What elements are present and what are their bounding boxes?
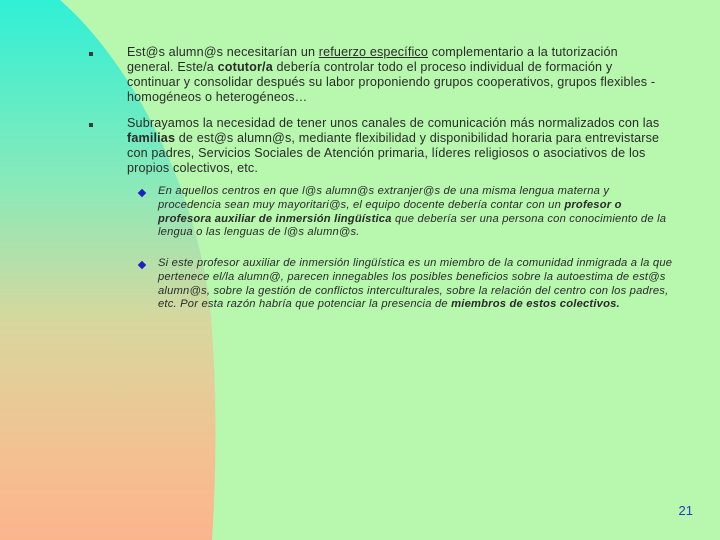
bullet-square-icon	[89, 123, 93, 127]
bullet-square-icon	[89, 52, 93, 56]
text-run: miembros de estos colectivos.	[451, 298, 620, 311]
text-run: complementario a la tutorización general. Este/a	[127, 45, 618, 74]
text-run: cotutor/a	[217, 60, 273, 74]
text-run: Est@s alumn@s necesitarían un	[127, 45, 319, 59]
text-run: que debería ser una persona con conocimiento de la lengua o las lenguas de l@s alumn@s.	[158, 212, 667, 239]
bullet-paragraph-2	[127, 116, 672, 176]
diamond-bullet-icon	[138, 261, 146, 269]
text-run: refuerzo específico	[318, 45, 429, 59]
diamond-bullet-icon	[138, 189, 146, 197]
text-run: familias	[127, 131, 176, 145]
text-run: profesor o profesora auxiliar de inmersión lingüística	[158, 198, 622, 225]
page-number: 21	[678, 503, 693, 518]
subbullet-paragraph-1	[158, 185, 668, 240]
text-run: debería controlar todo el proceso individual de formación y continuar y consolidar después su labor proponiendo grupos cooperativos, grupos flexibles -homogéneos o heterogéneos…	[127, 60, 656, 104]
subbullet-paragraph-2	[158, 257, 683, 312]
bullet-paragraph-1	[127, 45, 667, 105]
text-run: de est@s alumn@s, mediante flexibilidad y disponibilidad horaria para entrevistarse con padres, Servicios Sociales de Atención primaria, líderes religiosos o asociativos de los propios colectivos, etc.	[127, 131, 660, 175]
text-run: Subrayamos la necesidad de tener unos canales de comunicación más normalizados con las	[127, 116, 660, 130]
text-run: En aquellos centros en que l@s alumn@s extranjer@s de una misma lengua materna y procedencia sean muy mayoritari@s, el equipo docente debería contar con un	[158, 185, 610, 211]
text-run: Si este profesor auxiliar de inmersión lingüística es un miembro de la comunidad inmigrada a la que pertenece el/la alumn@, parecen innegables los posibles beneficios sobre la autoestima de est@s alumn@s, sobre la gestión de conflictos interculturales, sobre la relación del centro con los padres, etc. Por esta razón habría que potenciar la presencia de	[158, 257, 673, 311]
